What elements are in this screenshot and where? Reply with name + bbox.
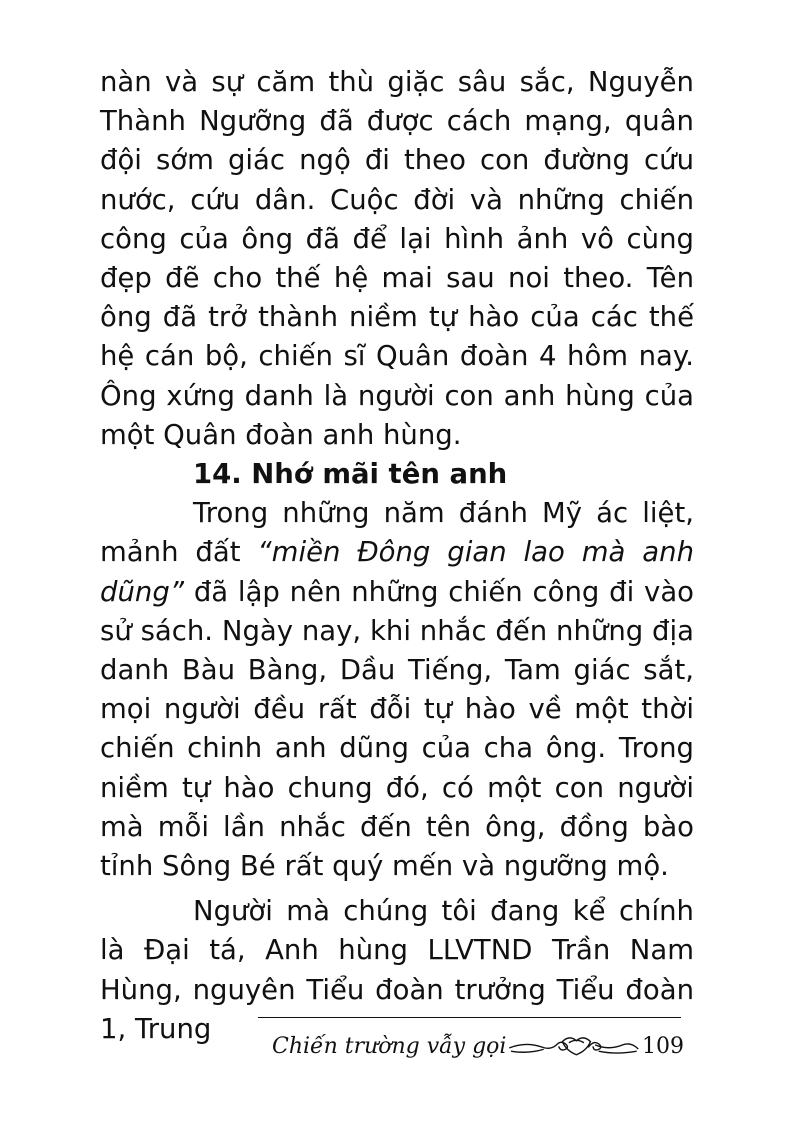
- paragraph-intro-text-end: đã lập nên những chiến công đi vào sử sách. Ngày nay, khi nhắc đến những địa danh Bàu Bàng, Dầu Tiếng, Tam giác sắt, mọi người đều rất đỗi tự hào về một thời chiến chinh anh dũng của cha ông. Trong niềm tự hào chung đó, có một con người mà mỗi lần nhắc đến tên ông, đồng bào tỉnh Sông Bé rất quý mến và ngưỡng mộ.: [100, 575, 694, 883]
- paragraph-intro: [100, 494, 694, 886]
- footer-rule: [258, 1017, 681, 1018]
- body-text: [100, 63, 694, 1049]
- decorative-flourish-icon: [508, 1031, 640, 1061]
- quoted-phrase: “miền Đông gian lao mà anh dũng”: [100, 536, 695, 608]
- page-footer: [272, 1028, 684, 1064]
- paragraph-continuation: nàn và sự căm thù giặc sâu sắc, Nguyễn Thành Ngưỡng đã được cách mạng, quân đội sớm giác ngộ đi theo con đường cứu nước, cứu dân. Cuộc đời và những chiến công của ông đã để lại hình ảnh vô cùng đẹp đẽ cho thế hệ mai sau noi theo. Tên ông đã trở thành niềm tự hào của các thế hệ cán bộ, chiến sĩ Quân đoàn 4 hôm nay. Ông xứng danh là người con anh hùng của một Quân đoàn anh hùng.: [100, 66, 694, 451]
- running-book-title: Chiến trường vẫy gọi: [272, 1033, 507, 1059]
- paragraph-subject: Người mà chúng tôi đang kể chính là Đại tá, Anh hùng LLVTND Trần Nam Hùng, nguyên Tiểu đoàn trưởng Tiểu đoàn 1, Trung: [100, 895, 694, 1045]
- section-heading: 14. Nhớ mãi tên anh: [193, 458, 508, 491]
- page-number: 109: [642, 1033, 684, 1059]
- paragraph-intro-text-start: Trong những năm đánh Mỹ ác liệt, mảnh đất: [100, 497, 694, 569]
